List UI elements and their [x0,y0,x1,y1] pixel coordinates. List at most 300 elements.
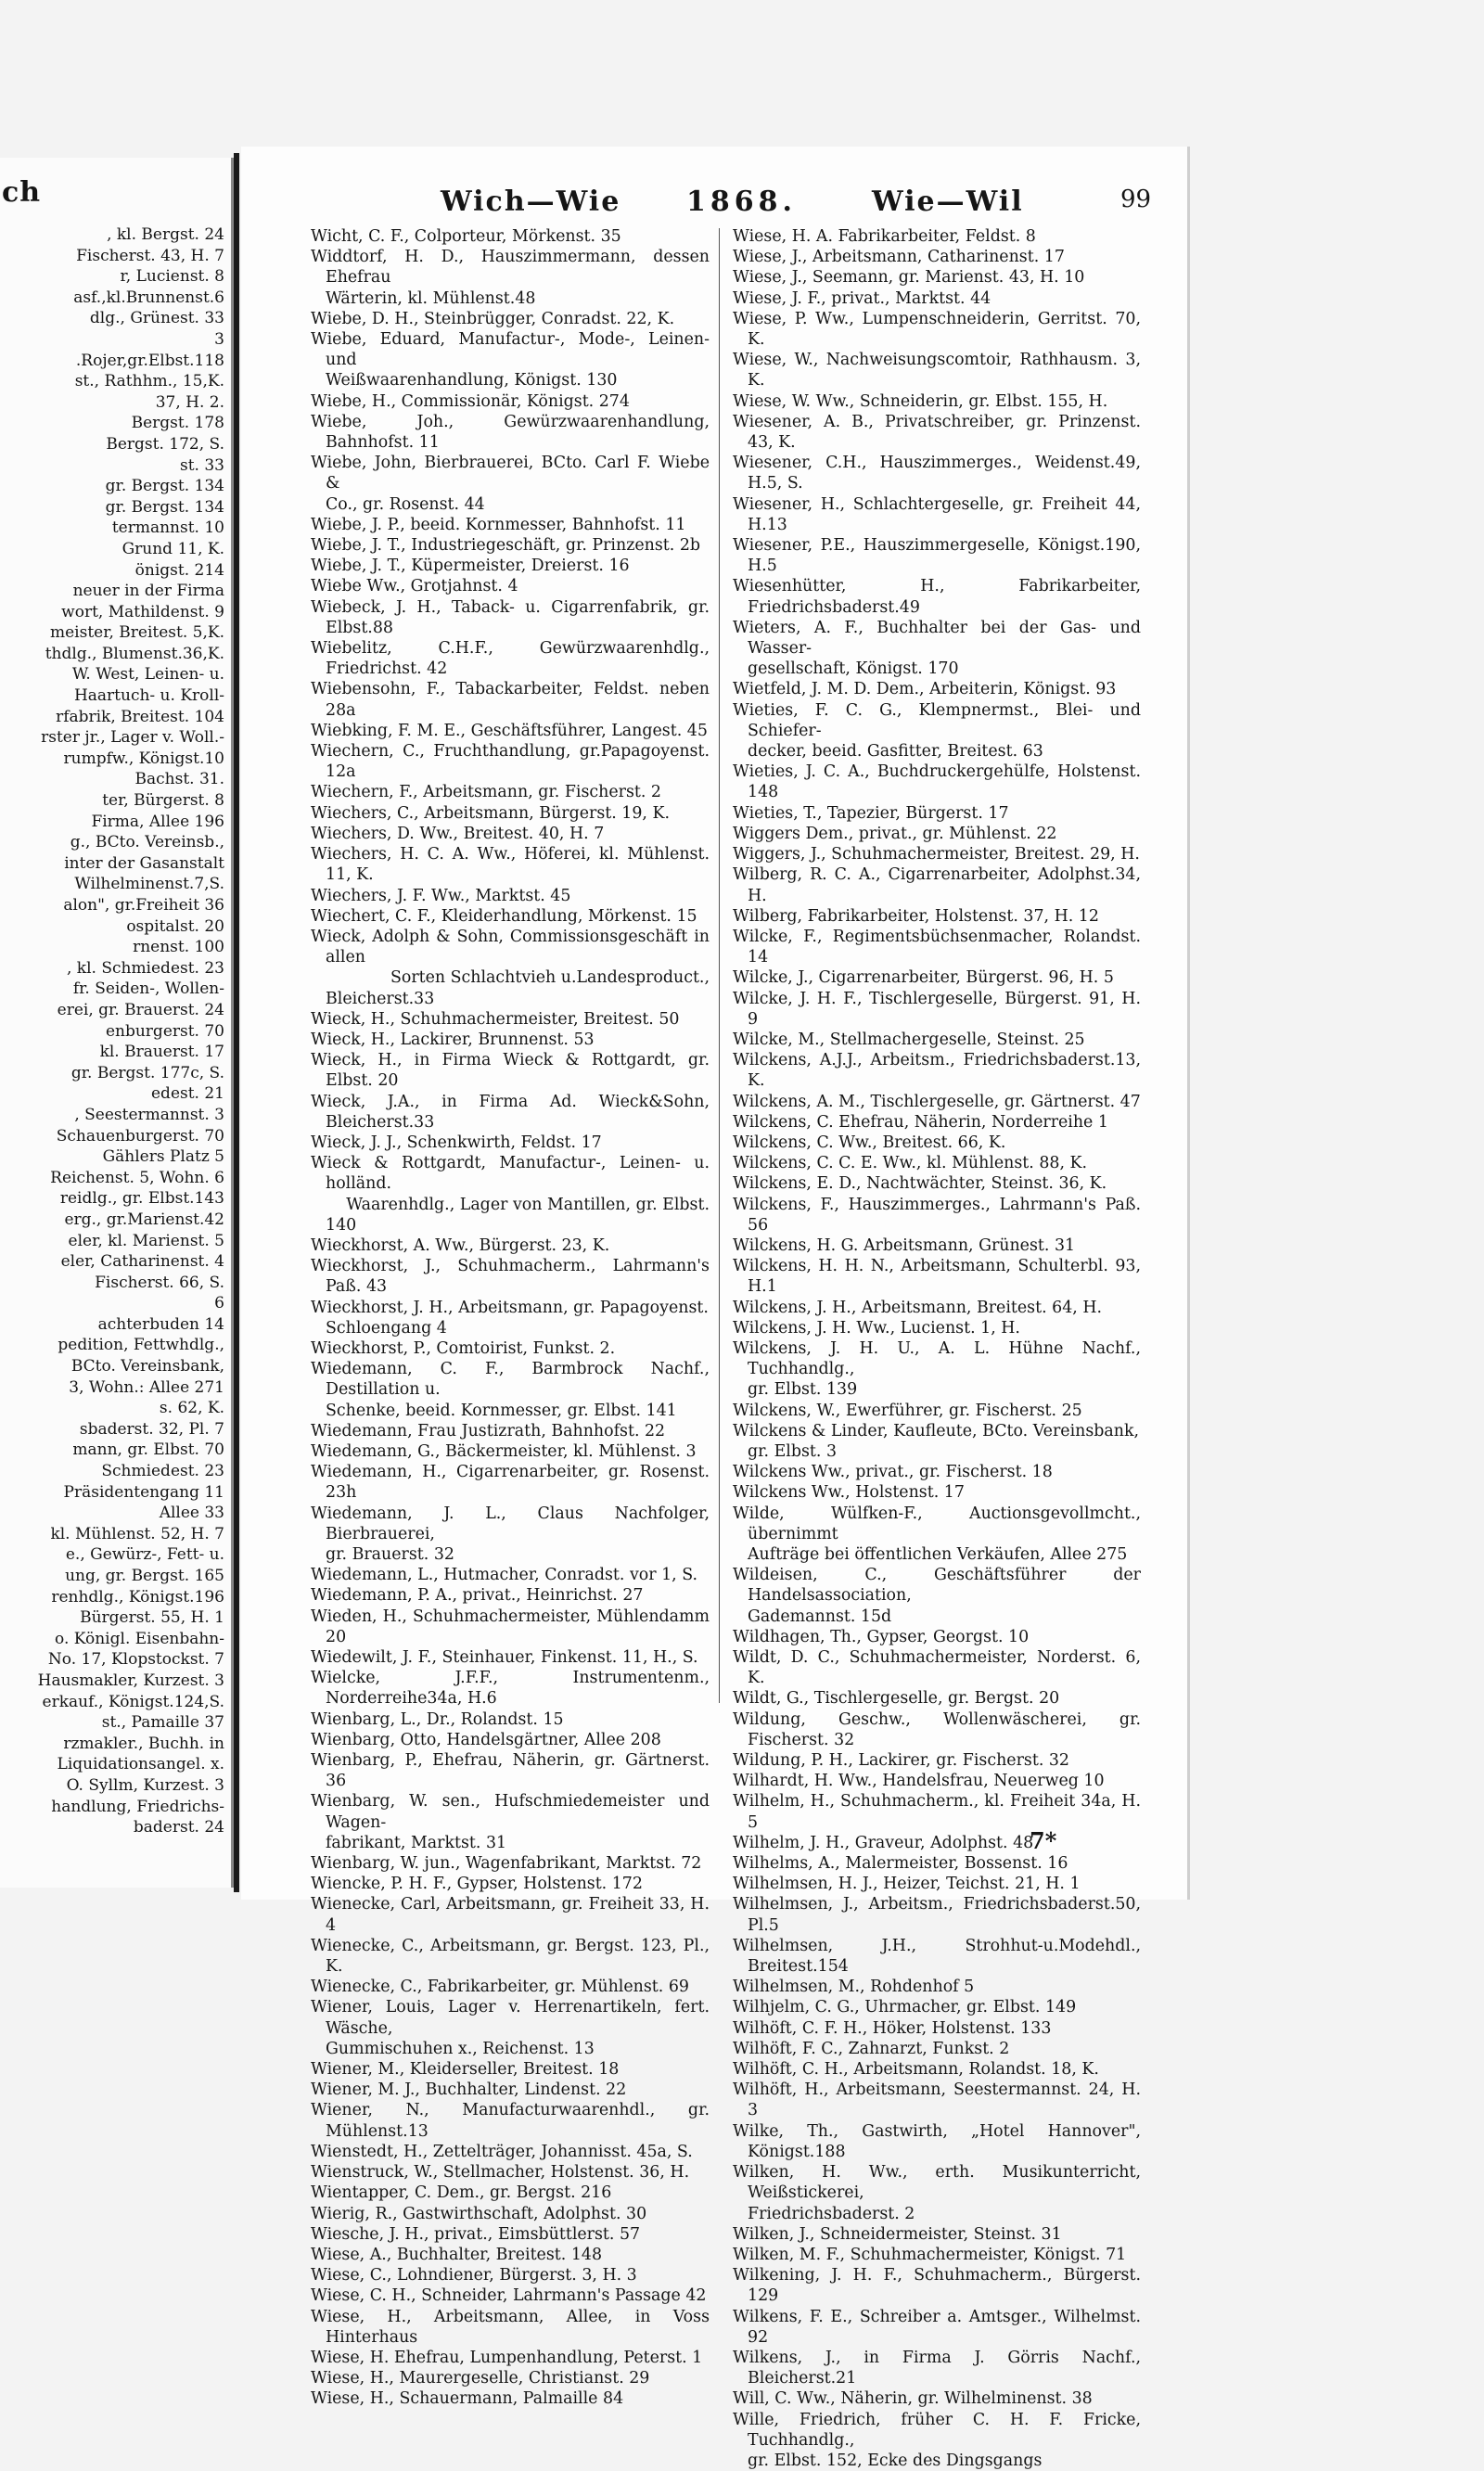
directory-entry [311,2224,710,2245]
directory-entry [733,2388,1141,2409]
directory-entry [311,2162,710,2183]
directory-entry [311,1585,710,1606]
entry-text: Wilhardt, H. Ww., Handelsfrau, Neuerweg 10 [733,1772,1105,1791]
directory-entry [311,2080,710,2100]
entry-text: Wiechers, H. C. A. Ww., Höferei, kl. Mühlenst. 11, K. [311,845,710,885]
entry-continuation: Schenke, beeid. Kornmesser, gr. Elbst. 141 [326,1401,677,1420]
directory-entry [733,1338,1141,1401]
left-page-line: 37, H. 2. [155,392,224,412]
entry-text: Wildung, Geschw., Wollenwäscherei, gr. Fischerst. 32 [733,1709,1141,1749]
entry-text: Wieck, J. J., Schenkwirth, Feldst. 17 [311,1133,602,1152]
left-page-line: ospitalst. 20 [126,916,224,936]
directory-entry [311,1565,710,1585]
left-page-line: Firma, Allee 196 [91,812,224,831]
left-page-line: pedition, Fettwhdlg., [58,1336,224,1355]
entry-text: Wiese, H. Ehefrau, Lumpenhandlung, Peterst. 1 [311,2348,703,2367]
entry-text: Wilhelmsen, J.H., Strohhut-u.Modehdl., Breitest.154 [733,1936,1141,1977]
directory-entry [733,1256,1141,1297]
left-page-line: Schauenburgerst. 70 [56,1126,224,1146]
directory-entry [311,2245,710,2265]
directory-entry [733,762,1141,802]
left-page-line: renhdlg., Königst.196 [51,1587,224,1607]
left-page-line: rfabrik, Breitest. 104 [56,707,224,726]
directory-entry [733,535,1141,576]
directory-entry [311,1256,710,1297]
directory-entry [733,2162,1141,2224]
column-right [733,226,1141,2471]
entry-text: Wiese, H. A. Fabrikarbeiter, Feldst. 8 [733,227,1036,246]
entry-text: Wildt, D. C., Schuhmachermeister, Norderst. 6, K. [733,1648,1141,1688]
entry-text: Wienbarg, P., Ehefrau, Näherin, gr. Gärtnerst. 36 [311,1751,710,1791]
directory-entry [733,2059,1141,2080]
directory-entry [733,576,1141,617]
left-page-line: dlg., Grünest. 33 [89,309,224,328]
directory-entry [733,1997,1141,2017]
signature-mark: 7* [1030,1827,1057,1854]
directory-entry [311,453,710,515]
entry-text: Wieckhorst, J. H., Arbeitsmann, gr. Papagoyenst. [311,1298,709,1317]
directory-entry [733,1173,1141,1194]
entry-text: Wilhjelm, C. G., Uhrmacher, gr. Elbst. 149 [733,1998,1077,2017]
left-page-line: baderst. 24 [133,1818,224,1837]
directory-entry [311,679,710,720]
entry-text: Wilckens, J. H., Arbeitsmann, Breitest. 64, H. [733,1298,1103,1317]
left-page-line: Bachst. 31. [134,770,224,789]
directory-entry [311,1236,710,1256]
entry-text: Wiesche, J. H., privat., Eimsbüttlerst. 57 [311,2224,641,2244]
entry-text: Wilckens, C. Ehefrau, Näherin, Norderreihe 1 [733,1112,1108,1132]
directory-entry [733,1298,1141,1318]
entry-text: Wieties, F. C. G., Klempnermst., Blei- und Schiefer- [733,700,1141,740]
directory-entry [311,391,710,412]
directory-entry [733,906,1141,927]
directory-entry [311,1153,710,1236]
directory-entry [733,700,1141,762]
directory-entry [311,576,710,596]
entry-text: Wiedemann, P. A., privat., Heinrichst. 27 [311,1586,644,1606]
entry-text: Wienecke, C., Fabrikarbeiter, gr. Mühlenst. 69 [311,1978,689,1997]
left-page-line: st., Pamaille 37 [101,1713,224,1733]
entry-text: Wiebe, Joh., Gewürzwaarenhandlung, Bahnhofst. 11 [311,412,710,453]
entry-text: Wiese, W. Ww., Schneiderin, gr. Elbst. 155, H. [733,391,1108,411]
directory-entry [311,1359,710,1421]
left-page-line: e., Gewürz-, Fett- u. [65,1545,224,1565]
entry-text: Wiedemann, L., Hutmacher, Conradst. vor 1, S. [311,1566,698,1585]
entry-text: Wiese, P. Ww., Lumpenschneiderin, Gerritst. 70, K. [733,309,1141,350]
directory-entry [733,226,1141,247]
entry-text: Wilckens, F., Hauszimmerges., Lahrmann's Paß. 56 [733,1195,1141,1235]
entry-text: Wieck, H., Schuhmachermeister, Breitest. 50 [311,1009,680,1029]
entry-text: Wiesenhütter, H., Fabrikarbeiter, Friedrichsbaderst.49 [733,577,1141,617]
directory-entry [733,824,1141,844]
entry-text: Wilcke, F., Regimentsbüchsenmacher, Rolandst. 14 [733,927,1141,967]
entry-text: Wiebe Ww., Grotjahnst. 4 [311,577,518,596]
entry-text: Wilhelms, A., Malermeister, Bossenst. 16 [733,1854,1068,1874]
entry-text: Wilhöft, F. C., Zahnarzt, Funkst. 2 [733,2039,1010,2058]
directory-entry [733,1133,1141,1153]
left-page-line: asf.,kl.Brunnenst.6 [73,288,224,307]
directory-entry [311,906,710,927]
directory-entry [733,2121,1141,2162]
directory-entry [733,267,1141,288]
directory-entry [733,989,1141,1030]
directory-entry [733,1771,1141,1791]
left-page-line: sbaderst. 32, Pl. 7 [79,1419,224,1439]
left-page-line: rnenst. 100 [133,938,224,957]
entry-continuation: Wärterin, kl. Mühlenst.48 [326,288,536,308]
entry-text: Wilckens Ww., Holstenst. 17 [733,1483,965,1503]
directory-entry [311,1750,710,1791]
column-left [311,226,710,2410]
directory-entry [733,1504,1141,1566]
left-page-line: termannst. 10 [111,519,224,538]
directory-entry [311,1092,710,1133]
left-page-line: st. 33 [180,455,224,475]
entry-text: Wietfeld, J. M. D. Dem., Arbeiterin, Königst. 93 [733,680,1117,699]
left-page-line: Bürgerst. 55, H. 1 [80,1608,224,1628]
entry-text: Wieck, H., Lackirer, Brunnenst. 53 [311,1030,595,1049]
entry-text: Wieckhorst, J., Schuhmacherm., Lahrmann's Paß. 43 [311,1257,710,1297]
entry-text: Wienbarg, Otto, Handelsgärtner, Allee 208 [311,1730,661,1749]
entry-text: Wilhöft, H., Arbeitsmann, Seestermannst. 24, H. 3 [733,2081,1141,2120]
directory-entry [733,2245,1141,2265]
entry-text: Wiener, N., Manufacturwaarenhdl., gr. Mühlenst.13 [311,2101,710,2141]
left-page-line: , Seestermannst. 3 [74,1105,224,1124]
entry-text: Wiese, H., Maurergeselle, Christianst. 29 [311,2369,650,2388]
left-page-line: fr. Seiden-, Wollen- [72,979,224,999]
running-header [241,186,1187,223]
left-page-line: Wilhelminenst.7,S. [74,875,224,894]
entry-text: Wilhelmsen, H. J., Heizer, Teichst. 21, H. 1 [733,1875,1081,1894]
entry-text: Wilkening, J. H. F., Schuhmacherm., Bürgerst. 129 [733,2266,1141,2306]
left-page-line: rster jr., Lager v. Woll.- [41,728,224,748]
directory-entry [311,597,710,638]
directory-entry [733,1421,1141,1462]
entry-text: Wieties, T., Tapezier, Bürgerst. 17 [733,803,1009,823]
entry-text: Wielcke, J.F.F., Instrumentenm., Norderreihe34a, H.6 [311,1669,710,1709]
directory-entry [733,679,1141,699]
left-page-line: eler, kl. Marienst. 5 [68,1231,224,1250]
directory-entry [733,1565,1141,1627]
directory-entry [733,1894,1141,1935]
left-page-line: .Rojer,gr.Elbst.118 [75,351,224,370]
directory-entry [733,453,1141,493]
entry-text: Wieck & Rottgardt, Manufactur-, Leinen- u. holländ. [311,1154,710,1194]
entry-text: Wieters, A. F., Buchhalter bei der Gas- und Wasser- [733,618,1141,659]
entry-continuation: Gademannst. 15d [748,1607,892,1626]
entry-text: Wiebe, H., Commissionär, Königst. 274 [311,391,630,411]
directory-entry [311,1504,710,1566]
entry-text: Wiggers, J., Schuhmachermeister, Breitest. 29, H. [733,845,1140,864]
entry-text: Wieties, J. C. A., Buchdruckergehülfe, Holstenst. 148 [733,762,1141,802]
directory-entry [311,2265,710,2285]
entry-text: Wiener, M., Kleiderseller, Breitest. 18 [311,2060,620,2080]
directory-entry [311,1647,710,1668]
entry-text: Wilckens, A.J.J., Arbeitsm., Friedrichsbaderst.13, K. [733,1051,1141,1091]
directory-entry [311,247,710,309]
left-page-line: enburgerst. 70 [105,1021,224,1041]
directory-entry [311,1730,710,1750]
entry-text: Wiese, J., Arbeitsmann, Catharinenst. 17 [733,248,1065,267]
entry-text: Wilde, Wülfken-F., Auctionsgevollmcht., übernimmt [733,1504,1141,1543]
entry-text: Wieck, J.A., in Firma Ad. Wieck&Sohn, Bleicherst.33 [311,1092,710,1132]
entry-text: Wilckens, C. C. E. Ww., kl. Mühlenst. 88, K. [733,1154,1088,1173]
directory-entry [311,2204,710,2224]
entry-text: Wiesener, A. B., Privatschreiber, gr. Prinzenst. 43, K. [733,412,1141,453]
left-page-line: mann, gr. Elbst. 70 [72,1440,224,1460]
left-page-line: Fischerst. 43, H. 7 [76,246,224,265]
left-page-line: erei, gr. Brauerst. 24 [57,1000,224,1019]
left-page-line: kl. Brauerst. 17 [99,1043,224,1062]
directory-entry [733,927,1141,967]
left-page-line: wort, Mathildenst. 9 [61,602,224,621]
entry-text: Wiebe, Eduard, Manufactur-, Mode-, Leinen- und [311,330,710,370]
entry-text: Wildeisen, C., Geschäftsführer der Handelsassociation, [733,1566,1141,1606]
entry-text: Wiesener, C.H., Hauszimmerges., Weidenst.49, H.5, S. [733,454,1141,493]
directory-entry [311,1298,710,1338]
left-page-line: Liquidationsangel. x. [57,1755,224,1774]
entry-text: Wilckens, H. H. N., Arbeitsmann, Schulterbl. 93, H.1 [733,1257,1141,1297]
directory-entry [733,1688,1141,1709]
entry-text: Wilken, M. F., Schuhmachermeister, Königst. 71 [733,2245,1127,2264]
directory-entry [733,1112,1141,1133]
entry-continuation: Aufträge bei öffentlichen Verkäufen, Allee 275 [748,1545,1128,1564]
entry-text: Wiebeck, J. H., Taback- u. Cigarrenfabrik, gr. Elbst.88 [311,597,710,637]
directory-entry [311,1462,710,1503]
directory-entry [733,412,1141,453]
directory-entry [311,2059,710,2080]
directory-entry [311,1853,710,1874]
directory-entry [733,391,1141,412]
entry-text: Wiedewilt, J. F., Steinhauer, Finkenst. 11, H., S. [311,1648,698,1668]
entry-text: Wientapper, C. Dem., gr. Bergst. 216 [311,2183,612,2203]
directory-entry [311,1894,710,1935]
entry-text: Wiebe, J. T., Küpermeister, Dreierst. 16 [311,557,630,576]
left-page-line: Bergst. 178 [131,414,224,433]
entry-text: Wilhelm, J. H., Graveur, Adolphst. 48 [733,1833,1034,1852]
left-page-line: Hausmakler, Kurzest. 3 [37,1671,224,1690]
entry-text: Wiechers, C., Arbeitsmann, Bürgerst. 19, K. [311,803,671,823]
directory-entry [311,1874,710,1894]
left-page-line: achterbuden 14 [97,1314,224,1334]
entry-text: Wilhöft, C. F. H., Höker, Holstenst. 133 [733,2018,1052,2038]
directory-entry [311,1030,710,1050]
directory-entry [733,864,1141,905]
directory-entry [733,618,1141,680]
directory-entry [311,1977,710,1997]
entry-text: Wiese, A., Buchhalter, Breitest. 148 [311,2245,603,2264]
entry-text: Wienstedt, H., Zettelträger, Johannisst. 45a, S. [311,2142,693,2161]
directory-entry [311,515,710,535]
directory-entry [311,1050,710,1091]
directory-entry [311,1133,710,1153]
directory-entry [733,1482,1141,1503]
left-page-line: Reichenst. 5, Wohn. 6 [50,1168,224,1187]
left-page-line: st., Rathhm., 15,K. [74,372,224,391]
left-page-line: r, Lucienst. 8 [120,267,224,287]
directory-entry [311,1009,710,1030]
directory-entry [733,1709,1141,1750]
entry-text: Wieckhorst, A. Ww., Bürgerst. 23, K. [311,1236,610,1255]
left-page-line: rzmakler., Buchh. in [63,1734,224,1753]
left-page-line: 3, Wohn.: Allee 271 [69,1377,224,1397]
entry-text: Wilckens, J. H. U., A. L. Hühne Nachf., Tuchhandlg., [733,1338,1141,1379]
directory-entry [733,2410,1141,2471]
left-page-line: o. Königl. Eisenbahn- [55,1629,224,1648]
directory-entry [311,412,710,453]
directory-entry [733,2307,1141,2348]
left-page-line: kl. Mühlenst. 52, H. 7 [50,1524,224,1543]
entry-text: Wilckens, H. G. Arbeitsmann, Grünest. 31 [733,1236,1076,1255]
left-page-line: No. 17, Klopstockst. 7 [47,1650,224,1670]
entry-text: Wilkens, J., in Firma J. Görris Nachf., Bleicherst.21 [733,2348,1141,2388]
directory-entry [311,535,710,556]
directory-entry [311,2142,710,2162]
entry-text: Wilhöft, C. H., Arbeitsmann, Rolandst. 18, K. [733,2060,1099,2080]
entry-text: Wiener, M. J., Buchhalter, Lindenst. 22 [311,2081,627,2100]
left-page-line: Bergst. 172, S. [106,434,224,454]
entry-text: Wiechern, C., Fruchthandlung, gr.Papagoyenst. 12a [311,742,710,782]
left-page-line: 6 [214,1294,224,1313]
directory-entry [733,1092,1141,1112]
directory-entry [733,1750,1141,1771]
left-page-line: Grund 11, K. [122,539,224,558]
directory-entry [311,782,710,802]
left-page-line: edest. 21 [151,1084,224,1104]
left-page-fragment [0,158,234,1888]
entry-text: Wienecke, C., Arbeitsmann, gr. Bergst. 123, Pl., K. [311,1936,710,1977]
entry-text: Wildt, G., Tischlergeselle, gr. Bergst. 20 [733,1689,1060,1709]
directory-entry [311,1997,710,2059]
left-page-line: BCto. Vereinsbank, [70,1357,224,1376]
entry-text: Wilken, J., Schneidermeister, Steinst. 31 [733,2224,1062,2244]
entry-text: Wiebelitz, C.H.F., Gewürzwaarenhdlg., Friedrichst. 42 [311,639,710,679]
entry-text: Wierig, R., Gastwirthschaft, Adolphst. 30 [311,2204,647,2223]
entry-continuation: Waarenhdlg., Lager von Mantillen, gr. Elbst. 140 [326,1195,710,1235]
left-page-line: s. 62, K. [159,1399,224,1418]
entry-text: Wilckens, C. Ww., Breitest. 66, K. [733,1133,1006,1152]
entry-text: Wiese, C., Lohndiener, Bürgerst. 3, H. 3 [311,2266,637,2285]
left-page-line: eler, Catharinenst. 4 [60,1252,224,1272]
entry-continuation: gr. Elbst. 3 [748,1441,838,1461]
entry-text: Wiebe, J. P., beeid. Kornmesser, Bahnhofst. 11 [311,515,686,534]
entry-text: Wilckens Ww., privat., gr. Fischerst. 18 [733,1463,1053,1482]
left-page-line: , kl. Bergst. 24 [107,225,224,244]
entry-text: Wiedemann, J. L., Claus Nachfolger, Bierbrauerei, [311,1504,710,1543]
column-divider [719,228,720,1703]
directory-entry [311,329,710,391]
entry-continuation: decker, beeid. Gasfitter, Breitest. 63 [748,742,1043,762]
left-page-line: 3 [214,329,224,349]
entry-text: Wienecke, Carl, Arbeitsmann, gr. Freiheit 33, H. 4 [311,1895,710,1935]
entry-continuation: gr. Elbst. 152, Ecke des Dingsgangs [748,2451,1043,2470]
entry-text: Wilberg, Fabrikarbeiter, Holstenst. 37, H. 12 [733,906,1099,926]
directory-entry [733,1791,1141,1832]
entry-text: Wilckens, E. D., Nachtwächter, Steinst. 36, K. [733,1174,1107,1194]
entry-text: Wilberg, R. C. A., Cigarrenarbeiter, Adolphst.34, H. [733,865,1141,905]
directory-entry [733,288,1141,309]
entry-text: Wille, Friedrich, früher C. H. F. Fricke, Tuchhandlg., [733,2410,1141,2450]
directory-entry [733,1627,1141,1647]
entry-text: Wieck, Adolph & Sohn, Commissionsgeschäft in allen [311,927,710,967]
entry-continuation: Schloengang 4 [326,1318,447,1338]
directory-entry [311,2285,710,2306]
directory-entry [311,1421,710,1441]
entry-text: Widdtorf, H. D., Hauszimmermann, dessen Ehefrau [311,248,710,288]
left-page-line: meister, Breitest. 5,K. [50,623,224,643]
left-page-header: ch [2,176,42,209]
entry-text: Wilhelmsen, J., Arbeitsm., Friedrichsbaderst.50, Pl.5 [733,1895,1141,1935]
left-page-line: handlung, Friedrichs- [51,1797,224,1816]
directory-entry [733,1833,1141,1853]
left-page-line: , kl. Schmiedest. 23 [66,958,224,978]
directory-entry [311,803,710,824]
left-page-line: Schmiedest. 23 [101,1462,224,1481]
left-page-line: Fischerst. 66, S. [95,1273,224,1292]
entry-continuation: gesellschaft, Königst. 170 [748,659,959,679]
directory-entry [733,2080,1141,2120]
directory-entry [733,1936,1141,1977]
left-page-line: ter, Bürgerst. 8 [102,791,224,811]
directory-entry [733,1853,1141,1874]
entry-continuation: gr. Brauerst. 32 [326,1545,454,1564]
entry-text: Wiener, Louis, Lager v. Herrenartikeln, fert. Wäsche, [311,1998,710,2038]
directory-entry [311,638,710,679]
entry-text: Wiese, H., Schauermann, Palmaille 84 [311,2389,624,2409]
entry-text: Wilkens, F. E., Schreiber a. Amtsger., Wilhelmst. 92 [733,2307,1141,2347]
left-page-line: O. Syllm, Kurzest. 3 [66,1775,224,1795]
entry-continuation: fabrikant, Marktst. 31 [326,1833,507,1852]
entry-text: Wiechert, C. F., Kleiderhandlung, Mörkenst. 15 [311,906,697,926]
entry-text: Wiechers, J. F. Ww., Marktst. 45 [311,886,571,905]
entry-text: Wilcke, J., Cigarrenarbeiter, Bürgerst. 96, H. 5 [733,968,1114,988]
entry-continuation: Gummischuhen x., Reichenst. 13 [326,2039,595,2058]
directory-entry [733,1030,1141,1050]
directory-entry [733,844,1141,864]
directory-entry [311,886,710,906]
directory-entry [733,803,1141,824]
directory-entry [311,1338,710,1359]
directory-entry [311,309,710,329]
entry-text: Wiese, C. H., Schneider, Lahrmann's Passage 42 [311,2286,707,2306]
directory-entry [733,1195,1141,1236]
directory-entry [311,2100,710,2141]
entry-text: Wiedemann, G., Bäckermeister, kl. Mühlenst. 3 [311,1441,697,1461]
entry-text: Wiedemann, C. F., Barmbrock Nachf., Destillation u. [311,1360,710,1400]
entry-text: Wilke, Th., Gastwirth, „Hotel Hannover", Königst.188 [733,2121,1141,2161]
directory-entry [733,1874,1141,1894]
entry-text: Wilcke, J. H. F., Tischlergeselle, Bürgerst. 91, H. 9 [733,989,1141,1029]
directory-entry [311,2348,710,2368]
entry-continuation: Sorten Schlachtvieh u.Landesproduct., Bleicherst.33 [326,968,710,1008]
entry-text: Wienstruck, W., Stellmacher, Holstenst. 36, H. [311,2163,690,2183]
directory-entry [311,721,710,741]
entry-text: Wiebe, John, Bierbrauerei, BCto. Carl F. Wiebe & [311,454,710,493]
directory-entry [311,741,710,782]
directory-entry [733,1050,1141,1091]
entry-text: Wiebe, J. T., Industriegeschäft, gr. Prinzenst. 2b [311,536,701,556]
directory-entry [733,2224,1141,2245]
left-page-line: neuer in der Firma [72,582,224,601]
directory-entry [733,1401,1141,1421]
left-page-line: erkauf., Königst.124,S. [42,1692,224,1711]
entry-text: Wieck, H., in Firma Wieck & Rottgardt, gr. Elbst. 20 [311,1051,710,1091]
directory-entry [733,1318,1141,1338]
directory-entry [733,967,1141,988]
directory-entry [311,1607,710,1647]
entry-text: Wiese, W., Nachweisungscomtoir, Rathhausm. 3, K. [733,351,1141,390]
entry-text: Wiese, J. F., privat., Marktst. 44 [733,288,991,308]
